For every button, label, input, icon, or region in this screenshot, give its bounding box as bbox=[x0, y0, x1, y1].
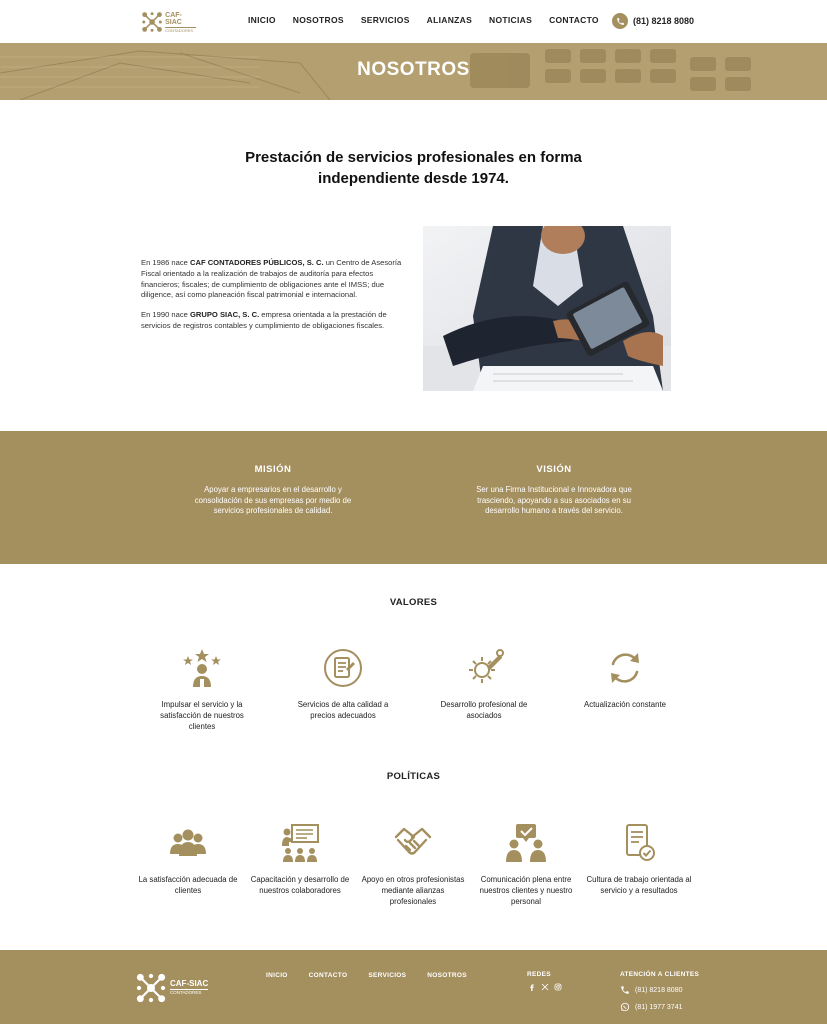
checklist-icon bbox=[618, 822, 660, 864]
gear-wrench-icon bbox=[463, 647, 505, 689]
footer-logo-name: CAF-SIAC bbox=[170, 979, 209, 989]
about-paragraph-1: En 1986 nace CAF CONTADORES PÚBLICOS, S. C. un Centro de Asesoría Fiscal orientado a la realización de trabajos de auditoría para efectos financieros; fiscales; de cumplimiento de obligaciones ante el IMSS; due diligence, así como planeación fiscal patrimonial e internacional. bbox=[141, 258, 402, 300]
politica-label: Comunicación plena entre nuestros clientes y nuestro personal bbox=[479, 875, 573, 906]
phone-icon bbox=[612, 13, 628, 29]
business-photo bbox=[423, 226, 671, 391]
politica-item-cultura bbox=[584, 822, 694, 897]
footer-contact bbox=[620, 971, 699, 1019]
refresh-icon bbox=[604, 647, 646, 689]
valor-label: Actualización constante bbox=[584, 700, 666, 709]
politica-label: Apoyo en otros profesionistas mediante alianzas profesionales bbox=[361, 875, 465, 906]
footer-logo[interactable] bbox=[135, 972, 208, 1004]
logo-mark-icon bbox=[141, 10, 163, 34]
intro-headline: Prestación de servicios profesionales en forma independiente desde 1974. bbox=[245, 149, 582, 187]
politica-item-alianzas bbox=[358, 822, 468, 907]
vision-text: Ser una Firma Institucional e Innovadora que trasciendo, apoyando a sus asociados en su desarrollo humano a través del servicio. bbox=[476, 485, 632, 516]
nav-noticias[interactable]: NOTICIAS bbox=[489, 15, 533, 25]
politica-item-comunicacion bbox=[471, 822, 581, 907]
communication-icon bbox=[505, 822, 547, 864]
site-header bbox=[0, 0, 827, 43]
logo-subtitle: CONTADORES bbox=[165, 27, 196, 33]
about-paragraph-2: En 1990 nace GRUPO SIAC, S. C. empresa orientada a la prestación de servicios de registros contables y cumplimiento de obligaciones fiscales. bbox=[141, 310, 387, 330]
site-footer bbox=[0, 950, 827, 1024]
footer-whatsapp-number: (81) 1977 3741 bbox=[635, 1003, 683, 1011]
vision-block bbox=[474, 464, 634, 517]
page-title: NOSOTROS bbox=[357, 59, 470, 80]
politica-label: Capacitación y desarrollo de nuestros colaboradores bbox=[250, 875, 350, 895]
site-logo[interactable] bbox=[141, 9, 196, 35]
valor-label: Impulsar el servicio y la satisfacción de nuestros clientes bbox=[160, 700, 244, 731]
footer-nav-contacto[interactable]: CONTACTO bbox=[308, 972, 348, 979]
footer-nav bbox=[266, 972, 488, 979]
x-twitter-icon[interactable] bbox=[540, 982, 550, 992]
header-phone-number: (81) 8218 8080 bbox=[633, 16, 695, 26]
valor-label: Servicios de alta calidad a precios adecuados bbox=[297, 700, 389, 720]
footer-phone[interactable] bbox=[620, 985, 699, 995]
valores-title: VALORES bbox=[389, 597, 438, 608]
company-name-caf: CAF CONTADORES PÚBLICOS, S. C. bbox=[189, 258, 324, 267]
page-hero bbox=[0, 43, 827, 100]
phone-icon bbox=[620, 985, 630, 995]
valor-item-desarrollo bbox=[429, 647, 539, 722]
facebook-icon[interactable] bbox=[527, 982, 537, 992]
politica-item-capacitacion bbox=[245, 822, 355, 897]
about-text bbox=[141, 258, 403, 341]
politicas-title: POLÍTICAS bbox=[386, 771, 441, 782]
instagram-icon[interactable] bbox=[553, 982, 563, 992]
vision-title: VISIÓN bbox=[536, 464, 572, 475]
contact-title: ATENCIÓN A CLIENTES bbox=[620, 971, 700, 978]
footer-nav-inicio[interactable]: INICIO bbox=[266, 972, 288, 979]
nav-alianzas[interactable]: ALIANZAS bbox=[426, 15, 473, 25]
politica-item-satisfaccion bbox=[133, 822, 243, 897]
footer-nav-nosotros[interactable]: NOSOTROS bbox=[427, 972, 467, 979]
politica-label: La satisfacción adecuada de clientes bbox=[138, 875, 238, 895]
logo-name: CAF-SIAC bbox=[165, 11, 182, 26]
main-nav bbox=[248, 15, 616, 25]
footer-logo-subtitle: CONTADORES bbox=[170, 989, 208, 996]
logo-mark-icon bbox=[135, 972, 167, 1004]
nav-inicio[interactable]: INICIO bbox=[248, 15, 276, 25]
person-stars-icon bbox=[181, 647, 223, 689]
document-seal-icon bbox=[322, 647, 364, 689]
mission-text: Apoyar a empresarios en el desarrollo y consolidación de sus empresas por medio de servicios profesionales de calidad. bbox=[194, 485, 352, 516]
mission-block bbox=[193, 464, 353, 517]
valor-item-actualizacion bbox=[570, 647, 680, 711]
social-title: REDES bbox=[527, 971, 551, 978]
valor-item-servicio bbox=[147, 647, 257, 732]
footer-nav-servicios[interactable]: SERVICIOS bbox=[368, 972, 407, 979]
footer-phone-number: (81) 8218 8080 bbox=[635, 986, 683, 994]
whatsapp-icon bbox=[620, 1002, 630, 1012]
politica-label: Cultura de trabajo orientada al servicio y a resultados bbox=[586, 875, 692, 895]
presentation-icon bbox=[279, 822, 321, 864]
nav-contacto[interactable]: CONTACTO bbox=[549, 15, 599, 25]
footer-social bbox=[527, 971, 566, 992]
footer-whatsapp[interactable] bbox=[620, 1002, 699, 1012]
header-phone[interactable] bbox=[612, 13, 694, 29]
group-icon bbox=[167, 822, 209, 864]
company-name-siac: GRUPO SIAC, S. C. bbox=[189, 310, 260, 320]
valor-item-calidad bbox=[288, 647, 398, 722]
valor-label: Desarrollo profesional de asociados bbox=[440, 700, 528, 720]
nav-nosotros[interactable]: NOSOTROS bbox=[292, 15, 344, 25]
nav-servicios[interactable]: SERVICIOS bbox=[360, 15, 410, 25]
mission-vision-section bbox=[0, 431, 827, 564]
mission-title: MISIÓN bbox=[254, 464, 292, 475]
handshake-icon bbox=[392, 822, 434, 864]
